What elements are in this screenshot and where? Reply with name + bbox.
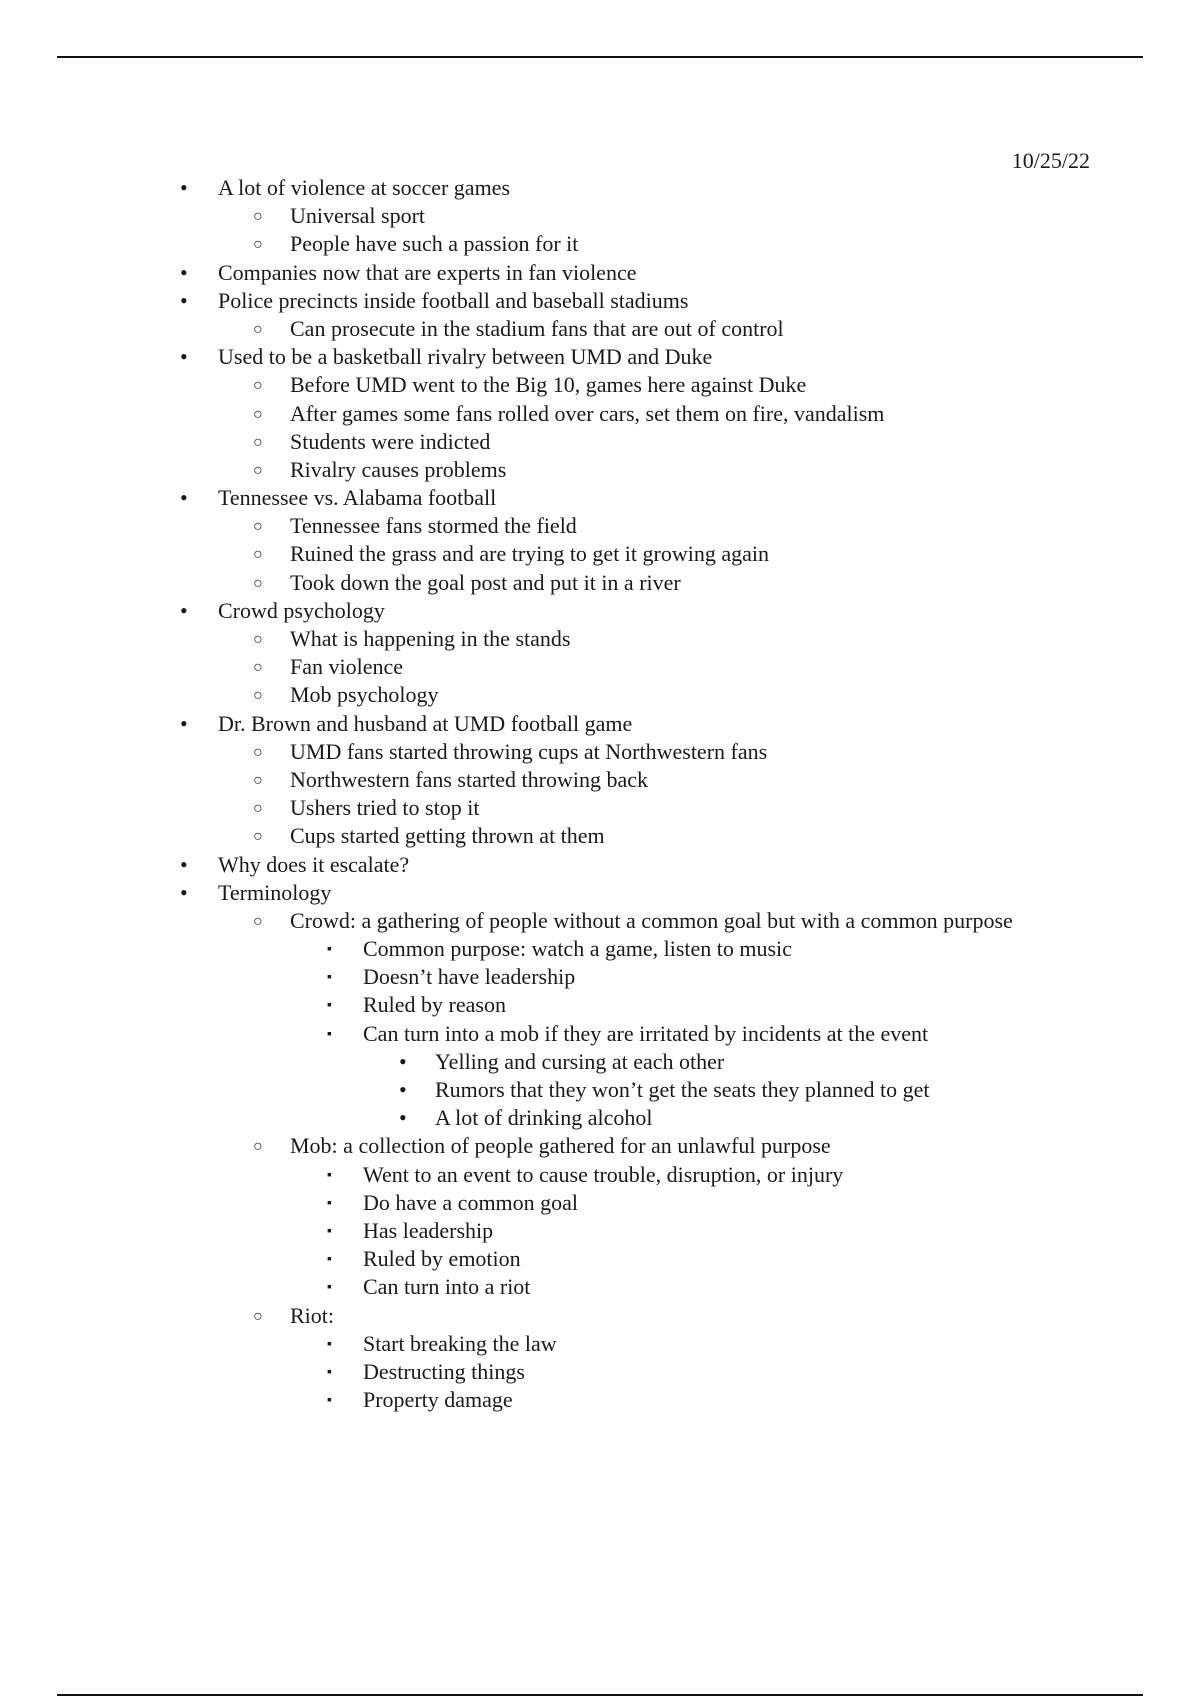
note-item-level-1	[0, 597, 1200, 625]
note-item-level-1	[0, 484, 1200, 512]
note-text: Why does it escalate?	[218, 851, 410, 877]
note-text: What is happening in the stands	[290, 626, 571, 651]
note-text: Dr. Brown and husband at UMD football game	[218, 710, 633, 736]
note-item-level-1	[0, 343, 1200, 371]
bullet-circle-icon: ○	[253, 1307, 263, 1325]
note-item-level-2	[0, 1302, 1200, 1330]
note-text: Rivalry causes problems	[290, 456, 507, 482]
bullet-square-icon: ▪	[327, 1364, 332, 1380]
note-text: Ruined the grass and are trying to get it growing again	[290, 541, 769, 567]
bullet-square-icon: ▪	[327, 1280, 332, 1296]
note-item-level-2	[0, 230, 1200, 258]
note-text: Went to an event to cause trouble, disruption, or injury	[363, 1161, 844, 1187]
bullet-dot-icon: •	[180, 287, 188, 313]
note-text: Rumors that they won’t get the seats they planned to get	[435, 1077, 930, 1102]
bullet-circle-icon: ○	[253, 405, 263, 423]
bullet-circle-icon: ○	[253, 236, 263, 254]
bullet-square-icon: ▪	[327, 970, 332, 986]
bullet-square-icon: ▪	[327, 1336, 332, 1352]
notes-list	[0, 174, 1200, 1414]
note-item-level-1	[0, 174, 1200, 202]
note-text: Can turn into a mob if they are irritated by incidents at the event	[363, 1020, 929, 1046]
note-text: Start breaking the law	[363, 1330, 557, 1356]
note-item-level-3	[0, 1273, 1200, 1301]
note-item-level-3	[0, 1358, 1200, 1386]
note-text: Yelling and cursing at each other	[435, 1048, 725, 1074]
note-text: Ruled by reason	[363, 992, 506, 1018]
note-item-level-3	[0, 935, 1200, 963]
bullet-dot-icon: •	[399, 1105, 407, 1131]
note-text: UMD fans started throwing cups at Northwestern fans	[290, 738, 768, 764]
note-item-level-3	[0, 1330, 1200, 1358]
note-item-level-2	[0, 822, 1200, 850]
bullet-circle-icon: ○	[253, 518, 263, 536]
note-text: Has leadership	[363, 1217, 494, 1243]
note-text: Common purpose: watch a game, listen to music	[363, 936, 792, 962]
note-text: Companies now that are experts in fan violence	[218, 259, 637, 285]
bullet-circle-icon: ○	[253, 208, 263, 226]
note-item-level-3	[0, 1189, 1200, 1217]
bullet-circle-icon: ○	[253, 659, 263, 677]
note-text: Ruled by emotion	[363, 1246, 521, 1272]
note-text: Crowd psychology	[218, 597, 385, 623]
note-item-level-4	[0, 1104, 1200, 1132]
note-item-level-3	[0, 1217, 1200, 1245]
note-item-level-2	[0, 738, 1200, 766]
note-item-level-3	[0, 1161, 1200, 1189]
bullet-circle-icon: ○	[253, 771, 263, 789]
note-text: Students were indicted	[290, 428, 491, 454]
bullet-dot-icon: •	[180, 851, 188, 877]
note-text: After games some fans rolled over cars, set them on fire, vandalism	[290, 400, 885, 426]
note-text: Cups started getting thrown at them	[290, 823, 605, 849]
bullet-square-icon: ▪	[327, 1167, 332, 1183]
note-item-level-2	[0, 202, 1200, 230]
bullet-circle-icon: ○	[253, 574, 263, 592]
bullet-dot-icon: •	[180, 344, 188, 370]
note-item-level-1	[0, 879, 1200, 907]
bullet-circle-icon: ○	[253, 828, 263, 846]
bullet-circle-icon: ○	[253, 546, 263, 564]
bullet-square-icon: ▪	[327, 1252, 332, 1268]
note-text: Used to be a basketball rivalry between UMD and Duke	[218, 344, 713, 370]
note-text: Riot:	[290, 1302, 335, 1328]
bottom-rule	[57, 1694, 1143, 1696]
note-text: Mob psychology	[290, 682, 439, 708]
note-item-level-2	[0, 456, 1200, 484]
note-item-level-2	[0, 681, 1200, 709]
note-item-level-2	[0, 766, 1200, 794]
note-item-level-3	[0, 1386, 1200, 1414]
note-text: People have such a passion for it	[290, 231, 579, 257]
bullet-dot-icon: •	[180, 175, 188, 200]
note-item-level-2	[0, 400, 1200, 428]
note-item-level-2	[0, 653, 1200, 681]
note-text: Police precincts inside football and baseball stadiums	[218, 287, 689, 313]
note-item-level-1	[0, 287, 1200, 315]
note-item-level-1	[0, 710, 1200, 738]
bullet-square-icon: ▪	[327, 1393, 332, 1409]
bullet-square-icon: ▪	[327, 998, 332, 1014]
note-text: A lot of drinking alcohol	[435, 1105, 653, 1131]
bullet-circle-icon: ○	[253, 461, 263, 479]
note-text: Destructing things	[363, 1358, 525, 1384]
note-text: Fan violence	[290, 654, 404, 680]
note-text: Terminology	[218, 879, 332, 905]
bullet-dot-icon: •	[180, 879, 188, 905]
bullet-circle-icon: ○	[253, 631, 263, 648]
note-item-level-3	[0, 1245, 1200, 1273]
note-item-level-2	[0, 569, 1200, 597]
note-item-level-2	[0, 315, 1200, 343]
note-text: Universal sport	[290, 203, 426, 229]
bullet-circle-icon: ○	[253, 320, 263, 338]
bullet-dot-icon: •	[180, 597, 188, 623]
bullet-square-icon: ▪	[327, 1195, 332, 1211]
bullet-circle-icon: ○	[253, 912, 263, 930]
note-item-level-1	[0, 259, 1200, 287]
note-text: Tennessee vs. Alabama football	[218, 485, 497, 511]
bullet-circle-icon: ○	[253, 1138, 263, 1156]
note-text: Before UMD went to the Big 10, games here against Duke	[290, 372, 807, 398]
note-item-level-3	[0, 1020, 1200, 1048]
note-item-level-2	[0, 1132, 1200, 1160]
note-item-level-2	[0, 540, 1200, 568]
note-text: Mob: a collection of people gathered for an unlawful purpose	[290, 1133, 831, 1159]
bullet-dot-icon: •	[180, 259, 188, 285]
bullet-square-icon: ▪	[327, 1026, 332, 1042]
note-text: Doesn’t have leadership	[363, 964, 576, 990]
note-text: Do have a common goal	[363, 1189, 579, 1215]
note-item-level-2	[0, 907, 1200, 935]
note-item-level-3	[0, 991, 1200, 1019]
bullet-dot-icon: •	[180, 485, 188, 511]
note-item-level-2	[0, 625, 1200, 653]
note-text: A lot of violence at soccer games	[218, 175, 511, 200]
note-item-level-1	[0, 851, 1200, 879]
bullet-square-icon: ▪	[327, 1223, 332, 1239]
top-rule	[57, 56, 1143, 58]
bullet-circle-icon: ○	[253, 687, 263, 705]
note-text: Crowd: a gathering of people without a common goal but with a common purpose	[290, 907, 1013, 933]
bullet-circle-icon: ○	[253, 800, 263, 818]
bullet-dot-icon: •	[399, 1048, 407, 1074]
bullet-dot-icon: •	[180, 710, 188, 736]
note-item-level-2	[0, 371, 1200, 399]
note-item-level-4	[0, 1048, 1200, 1076]
note-item-level-4	[0, 1076, 1200, 1104]
note-text: Property damage	[363, 1387, 513, 1413]
note-text: Can prosecute in the stadium fans that are out of control	[290, 315, 784, 341]
note-text: Ushers tried to stop it	[290, 795, 480, 821]
note-item-level-2	[0, 794, 1200, 822]
note-text: Can turn into a riot	[363, 1274, 531, 1300]
bullet-circle-icon: ○	[253, 377, 263, 395]
note-text: Took down the goal post and put it in a river	[290, 569, 681, 595]
note-item-level-3	[0, 963, 1200, 991]
bullet-circle-icon: ○	[253, 743, 263, 761]
bullet-dot-icon: •	[399, 1077, 407, 1102]
note-text: Northwestern fans started throwing back	[290, 766, 649, 792]
note-date: 10/25/22	[1011, 148, 1090, 173]
bullet-square-icon: ▪	[327, 942, 332, 958]
note-text: Tennessee fans stormed the field	[290, 513, 577, 539]
bullet-circle-icon: ○	[253, 433, 263, 451]
note-item-level-2	[0, 428, 1200, 456]
note-item-level-2	[0, 512, 1200, 540]
